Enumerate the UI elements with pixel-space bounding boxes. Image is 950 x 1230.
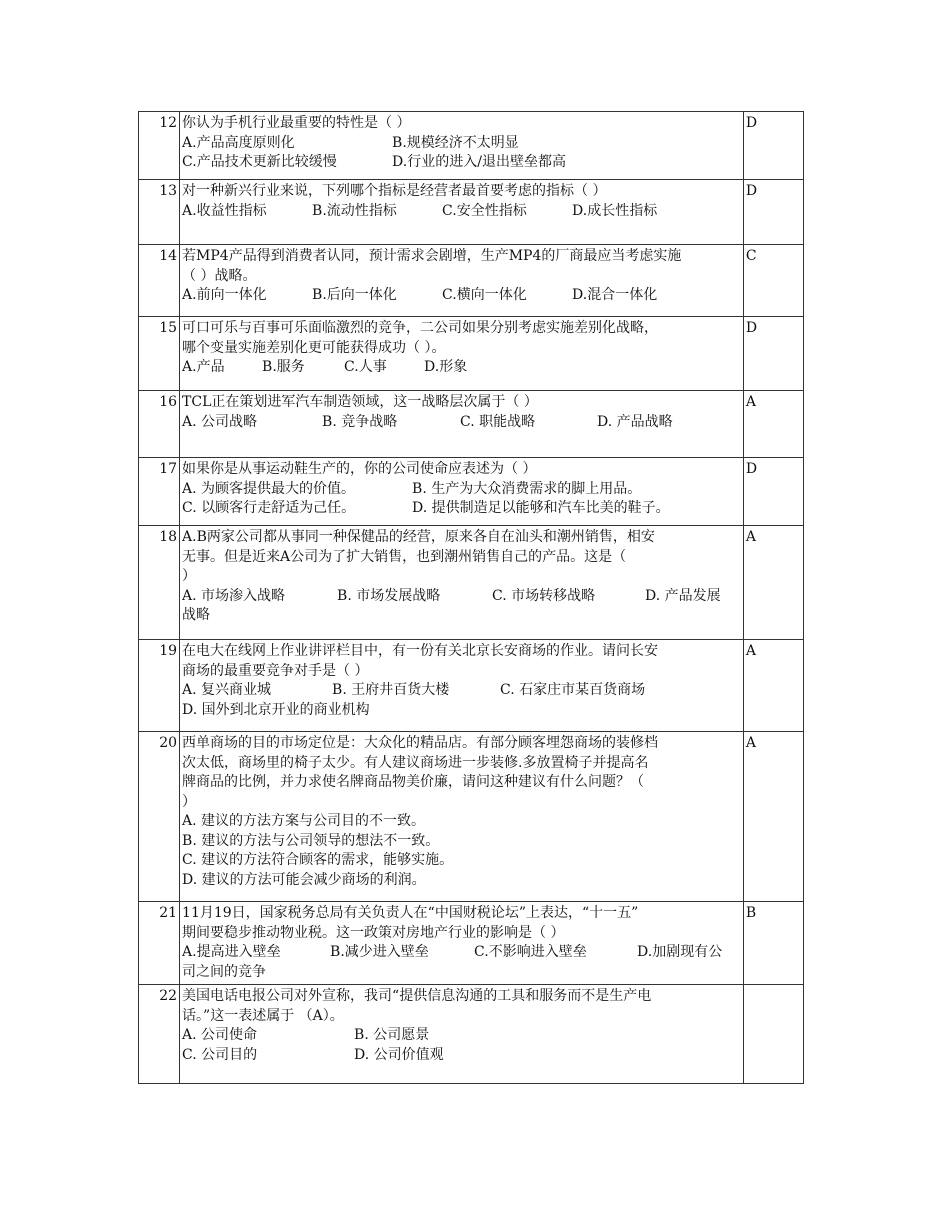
question-number: 15 (139, 317, 180, 391)
question-row (139, 245, 804, 317)
question-body (180, 902, 744, 985)
question-number: 13 (139, 180, 180, 245)
answer-option: C.人事 (344, 359, 387, 375)
question-row (139, 526, 804, 640)
question-row (139, 458, 804, 526)
question-body (180, 985, 744, 1084)
option-row (182, 153, 741, 173)
option-row (182, 286, 741, 306)
question-number: 16 (139, 391, 180, 458)
question-body (180, 112, 744, 180)
question-row (139, 902, 804, 985)
answer-option: A.提高进入壁垒 (182, 944, 281, 960)
question-row (139, 112, 804, 180)
answer-option: B.流动性指标 (312, 202, 397, 219)
answer-option: D.加剧现有公 (637, 944, 723, 960)
answer-key: C (743, 245, 803, 317)
answer-option: D. 提供制造足以能够和汽车比美的鞋子。 (412, 500, 670, 516)
answer-option: A.前向一体化 (182, 287, 267, 303)
question-body (180, 180, 744, 245)
question-text-line: ） (182, 793, 197, 810)
answer-option: D. 产品发展 (645, 587, 721, 604)
option-row (182, 871, 741, 891)
answer-option: A.产品高度原则化 (182, 134, 295, 151)
question-number: 12 (139, 112, 180, 180)
question-table-body (139, 112, 804, 1084)
question-text-line: 11月19日，国家税务总局有关负责人在“中国财税论坛”上表达，“十一五” (182, 905, 639, 921)
question-row (139, 640, 804, 732)
answer-option: C. 市场转移战略 (492, 587, 596, 604)
option-row (182, 851, 741, 871)
question-text-line: （ ）战略。 (182, 267, 257, 284)
question-body (180, 526, 744, 640)
question-text-line: 商场的最重要竞争对手是（ ） (182, 662, 369, 679)
option-row (182, 1046, 741, 1066)
question-text-line: 在电大在线网上作业讲评栏目中，有一份有关北京长安商场的作业。请问长安 (182, 643, 659, 659)
question-body (180, 391, 744, 458)
answer-option: A.产品 (182, 359, 225, 375)
answer-option: B.后向一体化 (312, 287, 397, 303)
answer-key: A (743, 526, 803, 640)
answer-option: C. 以顾客行走舒适为己任。 (182, 500, 356, 516)
answer-option: 司之间的竞争 (182, 963, 267, 980)
question-text-line: 无事。但是近来A公司为了扩大销售，也到潮州销售自己的产品。这是（ (182, 548, 627, 565)
answer-option: C.产品技术更新比较缓慢 (182, 154, 337, 170)
answer-option: A. 市场渗入战略 (182, 587, 286, 604)
question-number: 21 (139, 902, 180, 985)
answer-option: A. 建议的方法方案与公司目的不一致。 (182, 813, 426, 829)
answer-key: D (743, 458, 803, 526)
question-text-line: 如果你是从事运动鞋生产的，你的公司使命应表述为（ ） (182, 461, 537, 477)
answer-key: B (743, 902, 803, 985)
option-row (182, 943, 741, 963)
answer-option: B. 生产为大众消费需求的脚上用品。 (412, 480, 642, 497)
option-row (182, 832, 741, 852)
answer-option: A.收益性指标 (182, 202, 267, 219)
answer-option: C.安全性指标 (442, 202, 527, 219)
answer-option: B.减少进入壁垒 (330, 944, 429, 960)
question-number: 19 (139, 640, 180, 732)
question-text-line: 哪个变量实施差别化更可能获得成功（ ）。 (182, 339, 446, 356)
question-body (180, 317, 744, 391)
question-text-line: 期间要稳步推动物业税。这一政策对房地产行业的影响是（ ） (182, 924, 565, 941)
option-row (182, 606, 741, 626)
answer-option: A. 公司战略 (182, 413, 258, 430)
answer-option: D. 公司价值观 (354, 1046, 444, 1063)
answer-option: C. 石家庄市某百货商场 (500, 682, 646, 698)
answer-option: C.不影响进入壁垒 (474, 944, 587, 960)
answer-option: B.服务 (262, 359, 305, 375)
answer-key: D (743, 180, 803, 245)
question-row (139, 985, 804, 1084)
option-row (182, 701, 741, 721)
option-row (182, 499, 741, 519)
question-text-line: 若MP4产品得到消费者认同，预计需求会剧增，生产MP4的厂商最应当考虑实施 (182, 248, 682, 264)
answer-key: D (743, 112, 803, 180)
answer-option: A. 为顾客提供最大的价值。 (182, 480, 356, 497)
question-number: 22 (139, 985, 180, 1084)
question-text-line: A.B两家公司都从事同一种保健品的经营，原来各自在汕头和潮州销售，相安 (182, 529, 655, 545)
answer-option: D. 建议的方法可能会减少商场的利润。 (182, 871, 426, 888)
answer-option: C. 公司目的 (182, 1046, 258, 1063)
question-body (180, 458, 744, 526)
answer-key (743, 985, 803, 1084)
answer-key: D (743, 317, 803, 391)
question-row (139, 180, 804, 245)
option-row (182, 812, 741, 832)
question-body (180, 245, 744, 317)
question-text-line: 你认为手机行业最重要的特性是（ ） (182, 115, 411, 131)
option-row (182, 480, 741, 500)
question-row (139, 732, 804, 902)
answer-option: D.行业的进入/退出壁垒都高 (392, 154, 566, 170)
question-text-line: 西单商场的目的市场定位是：大众化的精品店。有部分顾客埋怨商场的装修档 (182, 735, 659, 751)
option-row (182, 358, 741, 378)
answer-option: D. 国外到北京开业的商业机构 (182, 701, 370, 718)
question-body (180, 640, 744, 732)
answer-option: B. 公司愿景 (354, 1027, 430, 1043)
answer-key: A (743, 640, 803, 732)
answer-option: C. 职能战略 (460, 413, 536, 430)
answer-key: A (743, 391, 803, 458)
answer-key: A (743, 732, 803, 902)
answer-option: C.横向一体化 (442, 287, 527, 303)
answer-option: D. 产品战略 (597, 413, 673, 430)
question-text-line: ） (182, 568, 197, 584)
answer-option: D.成长性指标 (572, 202, 658, 219)
answer-option: D.混合一体化 (572, 287, 658, 303)
question-number: 20 (139, 732, 180, 902)
question-number: 14 (139, 245, 180, 317)
option-row (182, 681, 741, 701)
answer-option: B. 王府井百货大楼 (332, 682, 450, 698)
answer-option: A. 复兴商业城 (182, 682, 272, 698)
answer-option: B. 市场发展战略 (337, 587, 441, 604)
option-row (182, 963, 741, 983)
answer-option: A. 公司使命 (182, 1027, 258, 1043)
question-text-line: 可口可乐与百事可乐面临激烈的竞争，二公司如果分别考虑实施差别化战略， (182, 320, 659, 336)
question-text-line: 美国电话电报公司对外宣称，我司“提供信息沟通的工具和服务而不是生产电 (182, 988, 652, 1004)
question-table (138, 111, 804, 1084)
question-row (139, 317, 804, 391)
question-number: 18 (139, 526, 180, 640)
question-text-line: 牌商品的比例，并力求使名牌商品物美价廉，请问这种建议有什么问题？（ (182, 774, 645, 790)
answer-option: B. 建议的方法与公司领导的想法不一致。 (182, 832, 440, 849)
question-text-line: 对一种新兴行业来说，下列哪个指标是经营者最首要考虑的指标（ ） (182, 183, 607, 199)
question-row (139, 391, 804, 458)
answer-option: C. 建议的方法符合顾客的需求，能够实施。 (182, 852, 454, 868)
option-row (182, 1026, 741, 1046)
question-text-line: 话。”这一表述属于 （A）。 (182, 1007, 344, 1024)
answer-option: 战略 (182, 607, 211, 623)
answer-option: D.形象 (424, 359, 468, 375)
question-text-line: TCL正在策划进军汽车制造领域，这一战略层次属于（ ） (182, 394, 538, 410)
question-text-line: 次太低，商场里的椅子太少。有人建议商场进一步装修.多放置椅子并提高名 (182, 754, 649, 771)
question-body (180, 732, 744, 902)
option-row (182, 413, 741, 433)
option-row (182, 134, 741, 154)
option-row (182, 587, 741, 607)
answer-option: B.规模经济不太明显 (392, 134, 519, 151)
option-row (182, 202, 741, 222)
answer-option: B. 竞争战略 (322, 413, 398, 430)
question-number: 17 (139, 458, 180, 526)
